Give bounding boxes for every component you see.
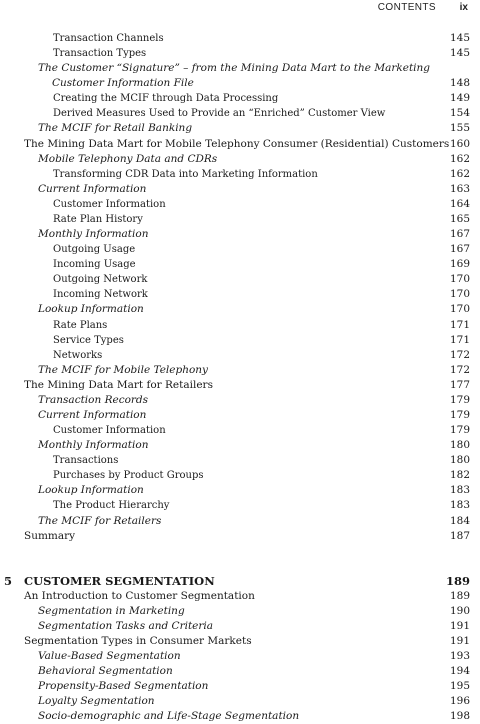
toc-entry-page: 163 [449, 182, 470, 195]
toc-entry-page: 191 [449, 619, 470, 632]
chapter-number: 5 [4, 573, 13, 588]
toc-entry[interactable] [0, 589, 480, 604]
toc-entry[interactable] [0, 664, 480, 679]
toc-entry-title: The Customer “Signature” – from the Mining Data Mart to the Marketing [38, 62, 431, 75]
toc-entry-page: 193 [449, 650, 470, 663]
toc-entry-title: Customer Information File [52, 77, 194, 90]
toc-entry[interactable] [0, 76, 480, 91]
toc-entry[interactable] [0, 242, 480, 257]
toc-entry[interactable] [0, 287, 480, 302]
toc-entry-page: 148 [449, 77, 470, 90]
toc-entry-title: Current Information [38, 409, 147, 421]
toc-entry-title: Customer Information [53, 425, 166, 437]
toc-entry-page: 170 [449, 288, 470, 301]
toc-entry[interactable] [0, 212, 480, 227]
toc-entry-page: 149 [449, 92, 470, 105]
toc-entry[interactable] [0, 182, 480, 197]
toc-entry-page: 180 [449, 454, 470, 467]
toc-entry-title: Purchases by Product Groups [53, 470, 204, 482]
toc-entry-page: 177 [449, 378, 470, 391]
toc-entry-page: 165 [449, 212, 470, 225]
toc-entry[interactable] [0, 272, 480, 287]
toc-entry-title: Behavioral Segmentation [38, 665, 173, 678]
toc-entry[interactable] [0, 227, 480, 242]
toc-entry-page: 164 [449, 197, 470, 210]
running-header [0, 2, 480, 16]
toc-entry-page: 184 [449, 514, 470, 527]
toc-entry-page: 195 [449, 680, 470, 693]
toc-entry[interactable] [0, 197, 480, 212]
toc-entry-title: The MCIF for Retailers [38, 514, 162, 527]
toc-entry[interactable] [0, 468, 480, 483]
toc-entry[interactable] [0, 31, 480, 46]
toc-entry-title: Value-Based Segmentation [38, 650, 181, 663]
toc-entry-title: Transaction Records [38, 393, 149, 406]
toc-entry-page: 183 [449, 499, 470, 512]
toc-entry-page: 170 [449, 273, 470, 286]
toc-entry[interactable] [0, 529, 480, 544]
toc-entry[interactable] [0, 619, 480, 634]
toc-entry-title: Rate Plan History [53, 213, 143, 225]
toc-entry-title: Incoming Network [53, 289, 148, 301]
toc-entry-title: Loyalty Segmentation [38, 695, 155, 708]
toc-entry-title: Propensity-Based Segmentation [38, 680, 209, 693]
toc-entry-title: The Mining Data Mart for Retailers [24, 378, 213, 391]
toc-entry-page: 190 [449, 604, 470, 617]
toc-entry-title: Transaction Channels [53, 33, 164, 44]
toc-entry[interactable] [0, 257, 480, 272]
toc-entry-page: 179 [449, 393, 470, 406]
toc-entry-title: Segmentation in Marketing [38, 604, 185, 617]
toc-entry-page: 183 [449, 484, 470, 497]
toc-entry-page: 180 [449, 439, 470, 452]
toc-entry-title: Transforming CDR Data into Marketing Information [53, 168, 318, 180]
toc-entry[interactable] [0, 634, 480, 649]
toc-entry-title: The MCIF for Mobile Telephony [38, 363, 208, 376]
toc-entry[interactable] [0, 514, 480, 529]
toc-entry-page: 167 [449, 228, 470, 241]
toc-entry-title: Transaction Types [53, 48, 147, 60]
running-header-title: CONTENTS [377, 2, 436, 13]
toc-entry-title: Incoming Usage [53, 259, 136, 271]
toc-entry[interactable] [0, 167, 480, 182]
toc-entry-page: 194 [449, 665, 470, 678]
toc-entry-title: Segmentation Types in Consumer Markets [24, 635, 252, 648]
toc-entry-page: 179 [449, 424, 470, 437]
toc-entry[interactable] [0, 137, 480, 152]
toc-entry-page: 167 [449, 243, 470, 256]
toc-entry-page: 145 [449, 47, 470, 60]
toc-entry-title: Rate Plans [53, 319, 108, 331]
toc-entry-page: 182 [449, 469, 470, 482]
toc-entry-page: 189 [449, 589, 470, 602]
toc-entry-title: CUSTOMER SEGMENTATION [24, 573, 215, 588]
toc-entry[interactable] [0, 348, 480, 363]
toc-entry-page: 198 [449, 710, 470, 723]
toc-entry[interactable] [0, 318, 480, 333]
toc-entry-page: 169 [449, 258, 470, 271]
toc-entry-page: 171 [449, 333, 470, 346]
toc-entry[interactable] [0, 438, 480, 453]
toc-entry[interactable] [0, 649, 480, 664]
toc-entry-title: An Introduction to Customer Segmentation [24, 589, 255, 602]
toc-entry-title: Creating the MCIF through Data Processing [53, 93, 279, 105]
toc-entry[interactable] [0, 453, 480, 468]
toc-entry-page: 187 [449, 529, 470, 542]
toc-entry-title: Mobile Telephony Data and CDRs [38, 152, 218, 165]
toc-entry-page: 162 [449, 152, 470, 165]
toc-entry-title: Outgoing Usage [53, 244, 136, 256]
toc-entry-title: The Mining Data Mart for Mobile Telephony Consumer (Residential) Customers [24, 137, 450, 150]
toc-entry-page: 162 [449, 167, 470, 180]
toc-entry-page: 189 [445, 573, 470, 588]
toc-entry[interactable] [0, 302, 480, 317]
toc-entry-page: 196 [449, 695, 470, 708]
toc-entry-page: 172 [449, 363, 470, 376]
page-number: ix [459, 2, 468, 13]
toc-entry-title: Segmentation Tasks and Criteria [38, 619, 214, 632]
toc-entry[interactable] [0, 46, 480, 61]
toc-entry[interactable] [0, 709, 480, 724]
toc-entry[interactable] [0, 378, 480, 393]
toc-entry[interactable] [0, 333, 480, 348]
toc-entry-title: Lookup Information [38, 303, 144, 316]
toc-entry-page: 179 [449, 409, 470, 421]
toc-entry[interactable] [0, 408, 480, 423]
toc-entry-page: 170 [449, 303, 470, 316]
toc-entry[interactable] [0, 694, 480, 709]
toc-entry-page: 155 [449, 122, 470, 135]
toc-entry-title: The MCIF for Retail Banking [38, 122, 193, 135]
toc-entry[interactable] [0, 604, 480, 619]
toc-entry[interactable] [0, 679, 480, 694]
toc-entry-title: Monthly Information [38, 439, 149, 452]
toc-entry-page: 154 [449, 107, 470, 120]
toc-entry-page: 160 [449, 137, 470, 150]
toc-entry[interactable] [0, 393, 480, 408]
toc-entry[interactable] [0, 121, 480, 136]
toc-entry-title: Customer Information [53, 198, 166, 210]
toc-entry-page: 191 [449, 635, 470, 648]
toc-entry-title: Derived Measures Used to Provide an “Enriched” Customer View [53, 108, 386, 120]
toc-entry-title: Monthly Information [38, 228, 149, 241]
toc-entry-title: Summary [24, 529, 76, 542]
toc-entry[interactable] [0, 498, 480, 513]
toc-entry-title: Networks [53, 349, 103, 361]
toc-entry[interactable] [0, 363, 480, 378]
toc-entry-title: Current Information [38, 182, 147, 195]
toc-entry-title: Service Types [53, 334, 124, 346]
toc-entry-title: Outgoing Network [53, 274, 148, 286]
toc-entry-page: 172 [449, 348, 470, 361]
toc-entry-page: 145 [449, 32, 470, 44]
toc-entry[interactable] [0, 483, 480, 498]
toc-entry-title: Socio-demographic and Life-Stage Segmentation [38, 710, 300, 723]
toc-entry-title: Lookup Information [38, 484, 144, 497]
toc-entry-page: 171 [449, 318, 470, 331]
toc-entry-title: The Product Hierarchy [53, 500, 170, 512]
toc-entry[interactable] [0, 152, 480, 167]
toc-entry[interactable] [0, 106, 480, 121]
toc-entry[interactable] [0, 423, 480, 438]
toc-entry-title: Transactions [53, 455, 119, 467]
toc-chapter-entry[interactable] [0, 574, 480, 589]
toc-entry[interactable] [0, 91, 480, 106]
toc-entry[interactable] [0, 61, 480, 76]
